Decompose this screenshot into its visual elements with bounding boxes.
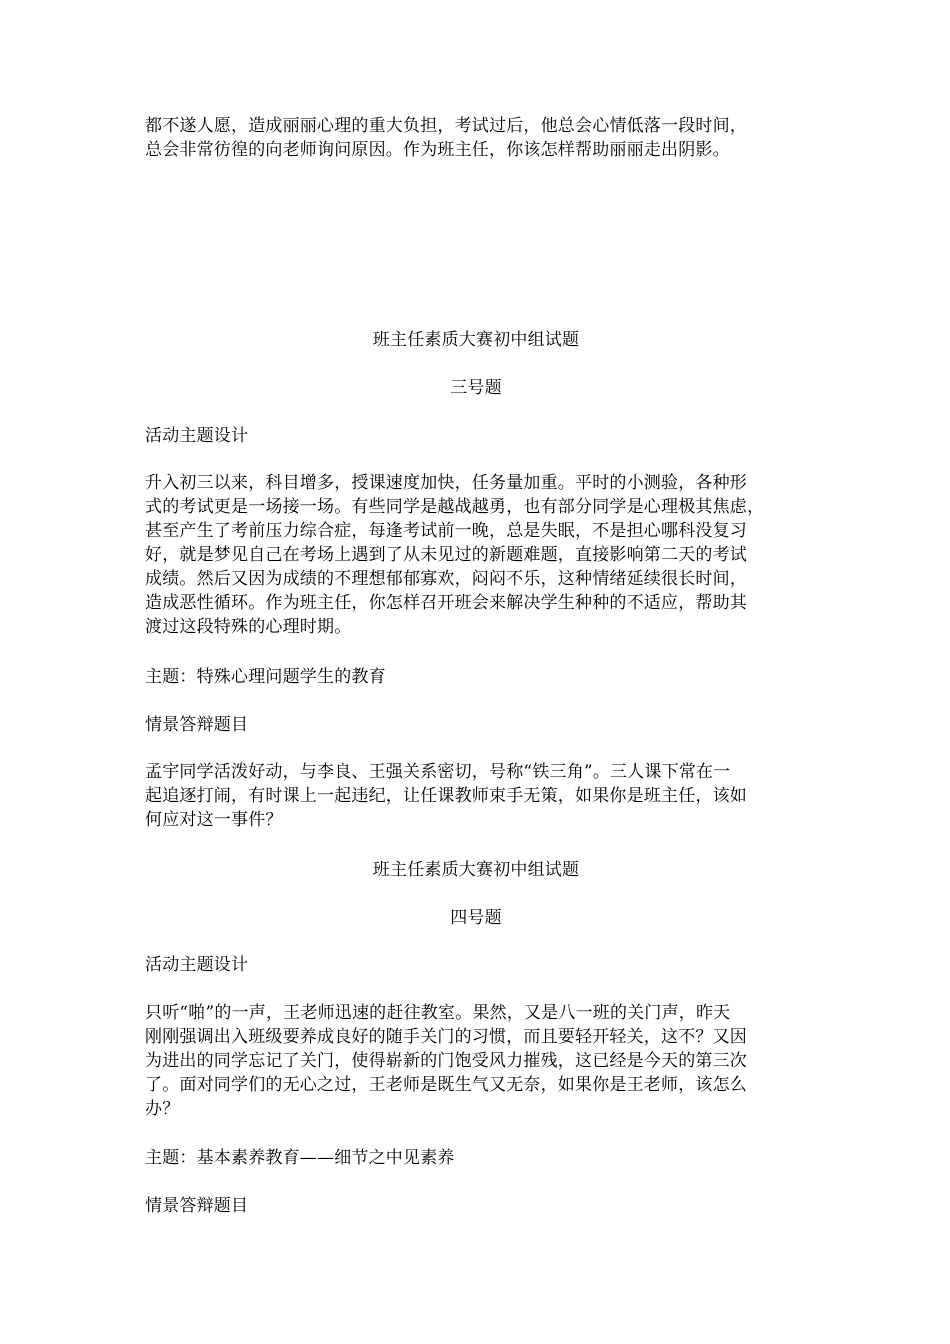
section3-theme: 主题：特殊心理问题学生的教育: [145, 667, 386, 687]
intro-paragraph: [145, 114, 807, 162]
paragraph-line: 甚至产生了考前压力综合症，每逢考试前一晚，总是失眠，不是担心哪科没复习: [145, 521, 747, 541]
section3-scenario-paragraph: [145, 760, 807, 832]
paragraph-line: 了。面对同学们的无心之过，王老师是既生气又无奈，如果你是王老师，该怎么: [145, 1075, 747, 1095]
paragraph-line: 孟宇同学活泼好动，与李良、王强关系密切，号称“铁三角”。三人课下常在一: [145, 762, 731, 782]
paragraph-line: 起追逐打闹，有时课上一起违纪，让任课教师束手无策，如果你是班主任，该如: [145, 786, 747, 806]
section4-number: 四号题: [450, 908, 502, 928]
section3-title: 班主任素质大赛初中组试题: [372, 330, 580, 350]
paragraph-line: 总会非常彷徨的向老师询问原因。作为班主任，你该怎样帮助丽丽走出阴影。: [145, 140, 730, 160]
section4-theme: 主题：基本素养教育——细节之中见素养: [145, 1148, 455, 1168]
section3-number: 三号题: [450, 378, 502, 398]
paragraph-line: 都不遂人愿，造成丽丽心理的重大负担，考试过后，他总会心情低落一段时间，: [145, 116, 747, 136]
paragraph-line: 刚刚强调出入班级要养成良好的随手关门的习惯，而且要轻开轻关，这不？又因: [145, 1027, 747, 1047]
paragraph-line: 何应对这一事件？: [145, 810, 283, 830]
section3-activity-paragraph: [145, 471, 807, 639]
paragraph-line: 办？: [145, 1099, 180, 1119]
paragraph-line: 成绩。然后又因为成绩的不理想郁郁寡欢，闷闷不乐，这种情绪延续很长时间，: [145, 569, 747, 589]
section3-scenario-label: 情景答辩题目: [145, 715, 249, 735]
paragraph-line: 只听“啪”的一声，王老师迅速的赶往教室。果然，又是八一班的关门声，昨天: [145, 1003, 731, 1023]
paragraph-line: 为进出的同学忘记了关门，使得崭新的门饱受风力摧残，这已经是今天的第三次: [145, 1051, 747, 1071]
section3-activity-label: 活动主题设计: [145, 426, 249, 446]
section4-activity-label: 活动主题设计: [145, 955, 249, 975]
paragraph-line: 造成恶性循环。作为班主任，你怎样召开班会来解决学生种种的不适应，帮助其: [145, 593, 747, 613]
paragraph-line: 式的考试更是一场接一场。有些同学是越战越勇，也有部分同学是心理极其焦虑，: [145, 497, 765, 517]
paragraph-line: 好，就是梦见自己在考场上遇到了从未见过的新题难题，直接影响第二天的考试: [145, 545, 747, 565]
paragraph-line: 渡过这段特殊的心理时期。: [145, 617, 352, 637]
section4-scenario-label: 情景答辩题目: [145, 1196, 249, 1216]
section4-activity-paragraph: [145, 1001, 807, 1121]
section4-title: 班主任素质大赛初中组试题: [372, 860, 580, 880]
paragraph-line: 升入初三以来，科目增多，授课速度加快，任务量加重。平时的小测验，各种形: [145, 473, 747, 493]
